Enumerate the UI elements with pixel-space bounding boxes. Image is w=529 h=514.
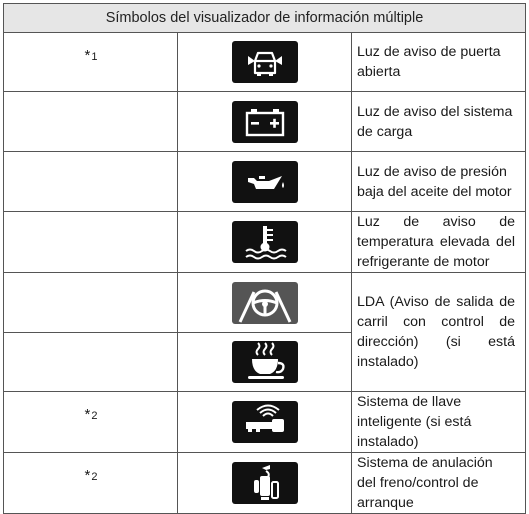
icon-cell: [178, 453, 352, 514]
table-row: [4, 152, 526, 212]
footnote-cell: [4, 92, 178, 152]
oil-pressure-icon: [232, 161, 298, 203]
footnote-cell: [4, 333, 178, 392]
description-cell: Sistema de anulación del freno/control de arranque: [352, 453, 526, 514]
table-row: [4, 33, 526, 92]
steering-wheel-lane-icon: [232, 282, 298, 324]
table-row: [4, 273, 526, 333]
footnote-number: 2: [91, 471, 98, 483]
description-cell: Sistema de llave inteligente (si está instalado): [352, 392, 526, 453]
footnote-cell: [4, 453, 178, 514]
table-row: [4, 212, 526, 273]
footnote-number: 2: [91, 410, 98, 422]
description-cell: Luz de aviso de temperatura elevada del refrigerante de motor: [352, 212, 526, 273]
footnote-cell: [4, 152, 178, 212]
brake-override-icon: [232, 462, 298, 504]
description-cell: LDA (Aviso de salida de carril con control de dirección) (si está instalado): [352, 273, 526, 392]
footnote-cell: [4, 392, 178, 453]
footnote-mark: *: [84, 47, 91, 64]
description-cell: Luz de aviso del sistema de carga: [352, 92, 526, 152]
info-symbols-table-wrapper: [3, 3, 526, 514]
door-open-icon: [232, 41, 298, 83]
battery-charge-icon: [232, 101, 298, 143]
table-row: [4, 453, 526, 514]
icon-cell: [178, 212, 352, 273]
icon-cell: [178, 152, 352, 212]
description-cell: Luz de aviso de puerta abierta: [352, 33, 526, 92]
table-row: [4, 392, 526, 453]
icon-cell: [178, 392, 352, 453]
description-cell: Luz de aviso de presión baja del aceite del motor: [352, 152, 526, 212]
table-header: Símbolos del visualizador de información múltiple: [4, 4, 526, 33]
footnote-mark: *: [84, 406, 91, 423]
footnote-number: 1: [91, 51, 98, 63]
icon-cell: [178, 33, 352, 92]
footnote-mark: *: [84, 467, 91, 484]
footnote-cell: [4, 33, 178, 92]
table-header-row: [4, 4, 526, 33]
coolant-temperature-icon: [232, 221, 298, 263]
smart-key-icon: [232, 401, 298, 443]
icon-cell: [178, 92, 352, 152]
icon-cell: [178, 333, 352, 392]
table-row: [4, 92, 526, 152]
icon-cell: [178, 273, 352, 333]
footnote-cell: [4, 273, 178, 333]
footnote-cell: [4, 212, 178, 273]
info-symbols-table: [3, 3, 526, 514]
coffee-cup-icon: [232, 341, 298, 383]
